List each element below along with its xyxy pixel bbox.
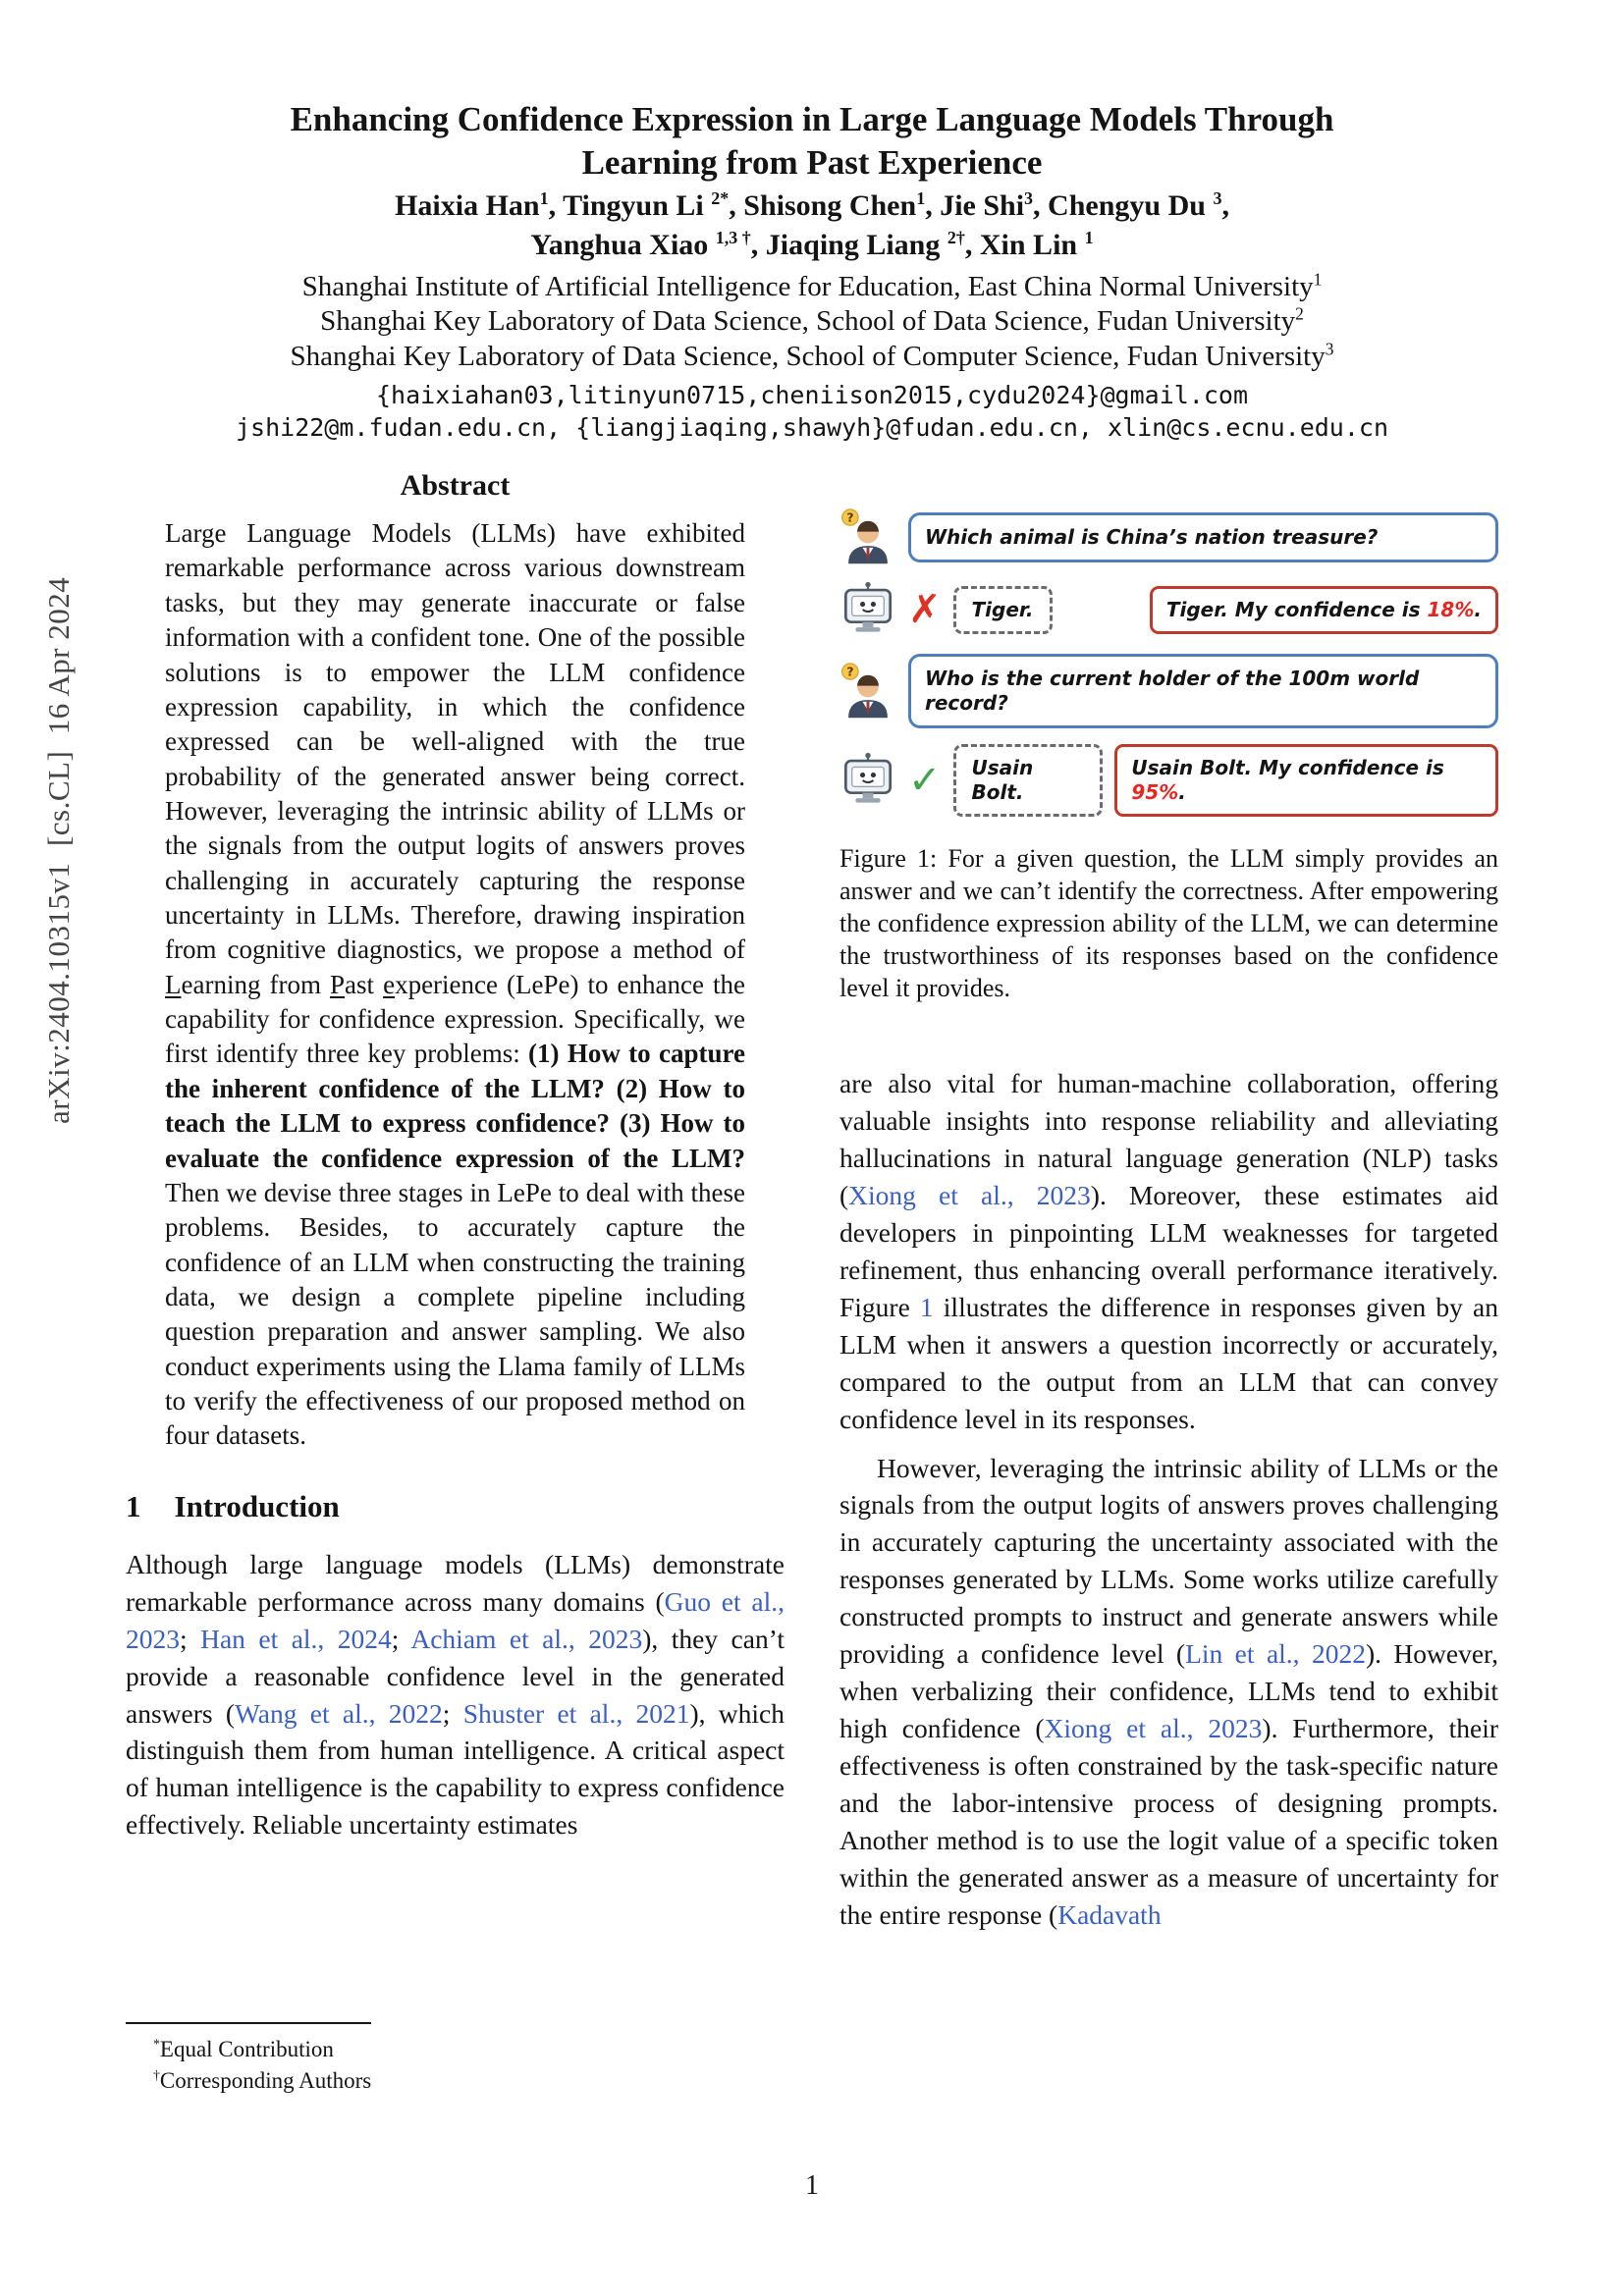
text-run: . [1178, 780, 1186, 805]
footnote-rule [126, 2022, 371, 2024]
right-column [839, 469, 1498, 2110]
left-column [126, 469, 785, 2110]
author-affil-mark: 2* [711, 188, 730, 209]
citation-link[interactable]: Shuster et al., 2021 [462, 1697, 690, 1729]
author-text: Shisong Chen [743, 189, 917, 223]
author-name [743, 189, 940, 222]
affiliation-line-2 [126, 304, 1498, 339]
authors-line-1 [126, 188, 1498, 223]
affiliation-line-1 [126, 270, 1498, 304]
author-affil-mark: 3 [1024, 188, 1034, 209]
text-run: ). However, when verbalizing their confidence, LLMs tend to exhibit high confidence ( [839, 1638, 1498, 1744]
text-run: e [383, 969, 396, 999]
text-run: are also vital for human-machine collaboration, offering valuable insights into response reliability and alleviating hallucinations in natural language generation (NLP) tasks ( [839, 1068, 1498, 1210]
author-text: Jie Shi [940, 189, 1025, 223]
text-run: Although large language models (LLMs) demonstrate remarkable performance across many domains ( [126, 1548, 785, 1617]
body-paragraph-2 [839, 1450, 1498, 1934]
author-separator: , [548, 189, 564, 223]
person-icon [839, 663, 896, 720]
introduction-paragraph [126, 1546, 785, 1844]
footnotes [126, 2022, 785, 2110]
confidence-bubble [1150, 586, 1498, 634]
llm-answer-row-2 [839, 744, 1498, 817]
author-separator: , [750, 228, 766, 261]
question-bubble: Which animal is China’s nation treasure? [908, 512, 1498, 562]
correct-mark-icon: ✓ [908, 758, 942, 804]
author-name [940, 189, 1048, 222]
abstract-heading: Abstract [400, 469, 511, 503]
text-run: Usain Bolt. My confidence is [1131, 756, 1444, 780]
author-separator: , [729, 189, 744, 223]
author-name [563, 189, 743, 222]
author-text: Haixia Han [395, 189, 540, 223]
authors-line-2 [126, 228, 1498, 262]
author-name [766, 229, 980, 261]
footnote-marker: † [153, 2067, 160, 2083]
answer-bubble: Usain Bolt. [953, 744, 1104, 817]
affiliation-text: Shanghai Institute of Artificial Intelligence for Education, East China Normal University [301, 270, 1314, 302]
footnote-text: Equal Contribution [159, 2036, 334, 2061]
text-run: ; [180, 1623, 201, 1654]
affiliation-mark: 3 [1325, 339, 1334, 359]
affiliation-text: Shanghai Key Laboratory of Data Science, School of Data Science, Fudan University [320, 305, 1296, 338]
page-number: 1 [805, 2170, 819, 2201]
text-run: 18% [1427, 597, 1475, 621]
wrong-mark-icon: ✗ [908, 587, 942, 633]
text-run: ast [345, 969, 384, 999]
text-run: Large Language Models (LLMs) have exhibited remarkable performance across various downstream tasks, but they may generate inaccurate or false information with a confident tone. One of the possible solutions is to empower the LLM confidence expression capability, in which the confidence expressed can be well-aligned with the true probability of the generated answer being correct. However, leveraging the intrinsic ability of LLMs or the signals from the output logits of answers proves challenging in accurately capturing the response uncertainty in LLMs. Therefore, drawing inspiration from cognitive diagnostics, we propose a method of [165, 518, 745, 965]
text-run: Then we devise three stages in LePe to deal with these problems. Besides, to accurately capture the confidence of an LLM when constructing the training data, we design a complete pipeline including question preparation and answer sampling. We also conduct experiments using the Llama family of LLMs to verify the effectiveness of our proposed method on four datasets. [165, 1177, 745, 1451]
emails-line-2: jshi22@m.fudan.edu.cn, {liangjiaqing,shawyh}@fudan.edu.cn, xlin@cs.ecnu.edu.cn [236, 412, 1388, 442]
body-paragraph-1 [839, 1065, 1498, 1437]
paper-title-line-2: Learning from Past Experience [581, 143, 1043, 183]
text-run: ), they can’t provide a reasonable confidence level in the generated answers ( [126, 1623, 785, 1729]
section-heading-introduction [126, 1489, 785, 1524]
affiliation-text: Shanghai Key Laboratory of Data Science, School of Computer Science, Fudan University [290, 340, 1326, 372]
question-bubble: Who is the current holder of the 100m world record? [908, 654, 1498, 728]
answer-bubble: Tiger. [953, 586, 1053, 634]
confidence-bubble [1114, 744, 1498, 817]
text-run: Tiger. My confidence is [1165, 597, 1428, 621]
author-name [530, 229, 765, 261]
robot-icon [839, 752, 896, 809]
citation-link[interactable]: Wang et al., 2022 [235, 1697, 443, 1729]
abstract-section [126, 469, 785, 1454]
svg-text:?: ? [846, 509, 854, 525]
author-affil-mark: 1 [539, 188, 549, 209]
author-separator: , [1033, 189, 1049, 223]
author-text: Jiaqing Liang [765, 228, 947, 261]
affiliations [126, 270, 1498, 374]
text-run: 95% [1131, 780, 1179, 805]
arxiv-watermark: arXiv:2404.10315v1 [cs.CL] 16 Apr 2024 [41, 576, 76, 1124]
footnote-corresponding-authors [126, 2065, 785, 2097]
author-affil-mark: 2† [947, 227, 965, 247]
figure-caption: Figure 1: For a given question, the LLM simply provides an answer and we can’t identify the correctness. After empowering the confidence expression ability of the LLM, we can determine the trustworthiness of its responses based on the confidence level it provides. [839, 844, 1498, 1003]
author-name [1048, 189, 1229, 222]
emails-line-1: {haixiahan03,litinyun0715,cheniison2015,cydu2024}@gmail.com [375, 381, 1249, 410]
footnote-equal-contribution [126, 2034, 785, 2065]
author-affil-mark: 3 [1213, 188, 1222, 209]
author-separator: , [1221, 189, 1229, 223]
author-text: Xin Lin [979, 228, 1085, 261]
person-icon [839, 508, 896, 565]
text-run: . [1474, 597, 1482, 621]
affiliation-mark: 2 [1295, 303, 1304, 324]
text-run: ), which distinguish them from human intelligence. A critical aspect of human intelligence is the capability to express confidence effectively. Reliable uncertainty estimates [126, 1697, 785, 1841]
section-number: 1 [126, 1488, 141, 1523]
text-run: ; [442, 1697, 463, 1729]
llm-answer-row-1 [839, 581, 1498, 638]
abstract-text [126, 516, 785, 1454]
author-separator: , [964, 228, 980, 261]
svg-text:?: ? [846, 664, 854, 679]
affiliation-line-3 [126, 340, 1498, 374]
paper-title-line-1: Enhancing Confidence Expression in Large Language Models Through [290, 100, 1334, 138]
author-affil-mark: 1 [1084, 227, 1094, 247]
footnote-text: Corresponding Authors [159, 2067, 372, 2093]
text-run: L [165, 969, 182, 999]
two-column-body [126, 469, 1498, 2110]
author-name [980, 229, 1094, 261]
user-question-row-2 [839, 654, 1498, 728]
citation-link[interactable]: Achiam et al., 2023 [410, 1623, 643, 1654]
author-text: Tingyun Li [563, 189, 712, 223]
text-run: P [330, 969, 346, 999]
citation-link[interactable]: Kadavath [1057, 1898, 1162, 1930]
text-run: ; [391, 1623, 411, 1654]
text-run: illustrates the difference in responses given by an LLM when it answers a question incorrectly or accurately, compared to the output from an LLM that can convey confidence level in its responses. [839, 1291, 1498, 1434]
citation-link[interactable]: Han et al., 2024 [200, 1623, 392, 1654]
section-title: Introduction [174, 1488, 340, 1523]
text-run: However, leveraging the intrinsic ability of LLMs or the signals from the output logits of answers proves challenging in accurately capturing the uncertainty associated with the responses generated by LLMs. Some works utilize carefully constructed prompts to instruct and generate answers while providing a confidence level ( [839, 1452, 1498, 1670]
text-run: ). Furthermore, their effectiveness is often constrained by the task-specific nature and the labor-intensive process of designing prompts. Another method is to use the logit value of a specific token within the generated answer as a measure of uncertainty for the entire response ( [839, 1713, 1499, 1930]
citation-link[interactable]: Xiong et al., 2023 [1044, 1713, 1263, 1744]
citation-link[interactable]: 1 [919, 1291, 934, 1322]
text-run: ). Moreover, these estimates aid developers in pinpointing LLM weaknesses for targeted refinement, thus enhancing overall performance iteratively. Figure [839, 1179, 1498, 1322]
author-name [395, 189, 563, 222]
paper-header [126, 98, 1498, 444]
figure-1 [839, 508, 1498, 817]
text-run: xperience (LePe) to enhance the capability for confidence expression. Specifically, we first identify three key problems: [165, 969, 745, 1069]
affiliation-mark: 1 [1313, 269, 1323, 290]
robot-icon [839, 581, 896, 638]
author-separator: , [925, 189, 941, 223]
author-affil-mark: 1,3 † [715, 227, 751, 247]
citation-link[interactable]: Lin et al., 2022 [1185, 1638, 1366, 1670]
footnote-marker: * [153, 2036, 160, 2052]
author-text: Yanghua Xiao [530, 228, 716, 261]
author-affil-mark: 1 [916, 188, 926, 209]
user-question-row-1 [839, 508, 1498, 565]
text-run: earning from [181, 969, 331, 999]
author-text: Chengyu Du [1048, 189, 1214, 223]
citation-link[interactable]: Guo et al., 2023 [126, 1585, 785, 1654]
emails [126, 380, 1498, 444]
text-run: (1) How to capture the inherent confidence of the LLM? (2) How to teach the LLM to express confidence? (3) How to evaluate the confidence expression of the LLM? [165, 1039, 745, 1173]
citation-link[interactable]: Xiong et al., 2023 [848, 1179, 1091, 1210]
